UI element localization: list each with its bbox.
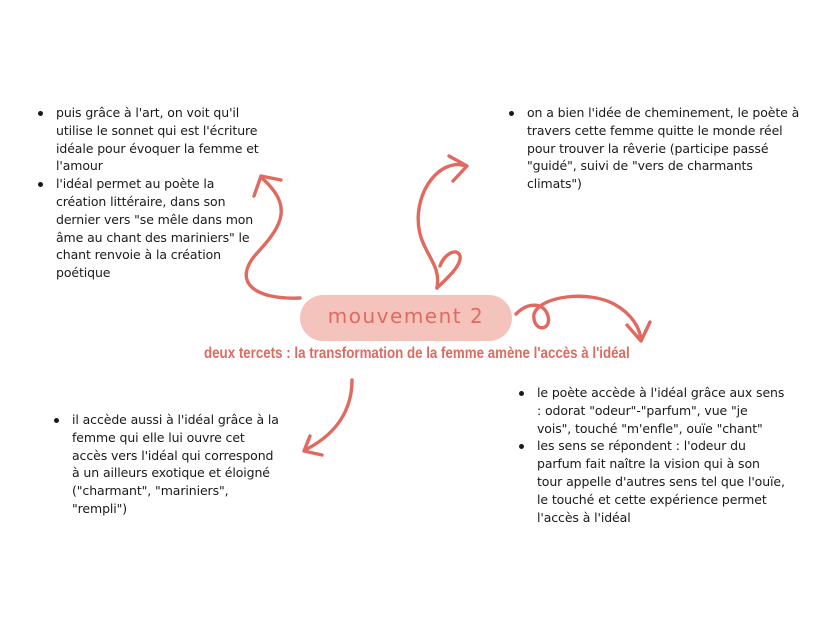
- list-item: les sens se répondent : l'odeur du parfum fait naître la vision qui à son tour appelle d'autres sens tel que l'ouïe, le touché et cette expérience permet l'accès à l'idéal: [515, 437, 785, 526]
- list-item: on a bien l'idée de cheminement, le poète à travers cette femme quitte le monde réel pour trouver la rêverie (participe passé "guidé", suivi de "vers de charmants climats"): [505, 104, 805, 193]
- list-item: puis grâce à l'art, on voit qu'il utilise le sonnet qui est l'écriture idéale pour évoquer la femme et l'amour: [34, 104, 259, 175]
- arrow-to-bottom-left: [305, 380, 352, 450]
- bottom-right-notes: [515, 384, 785, 526]
- arrow-to-bottom-right: [516, 296, 641, 340]
- arrowhead-top-right: [449, 156, 467, 181]
- central-topic-title: mouvement 2: [327, 304, 485, 328]
- list-item: le poète accède à l'idéal grâce aux sens : odorat "odeur"-"parfum", vue "je vois", touché "m'enfle", ouïe "chant": [515, 384, 785, 437]
- list-item: l'idéal permet au poète la création littéraire, dans son dernier vers "se mêle dans mon âme au chant des mariniers" le chant renvoie à la création poétique: [34, 175, 259, 282]
- central-topic: [300, 295, 512, 341]
- bottom-left-notes: [50, 411, 282, 518]
- central-subtitle: deux tercets : la transformation de la femme amène l'accès à l'idéal: [204, 345, 630, 362]
- arrow-to-top-right: [418, 165, 466, 288]
- top-left-notes: [34, 104, 259, 282]
- list-item: il accède aussi à l'idéal grâce à la femme qui elle lui ouvre cet accès vers l'idéal qui correspond à un ailleurs exotique et éloigné ("charmant", "mariniers", "rempli"): [50, 411, 282, 518]
- arrow-loop-top-right: [437, 252, 460, 288]
- top-right-notes: [505, 104, 805, 193]
